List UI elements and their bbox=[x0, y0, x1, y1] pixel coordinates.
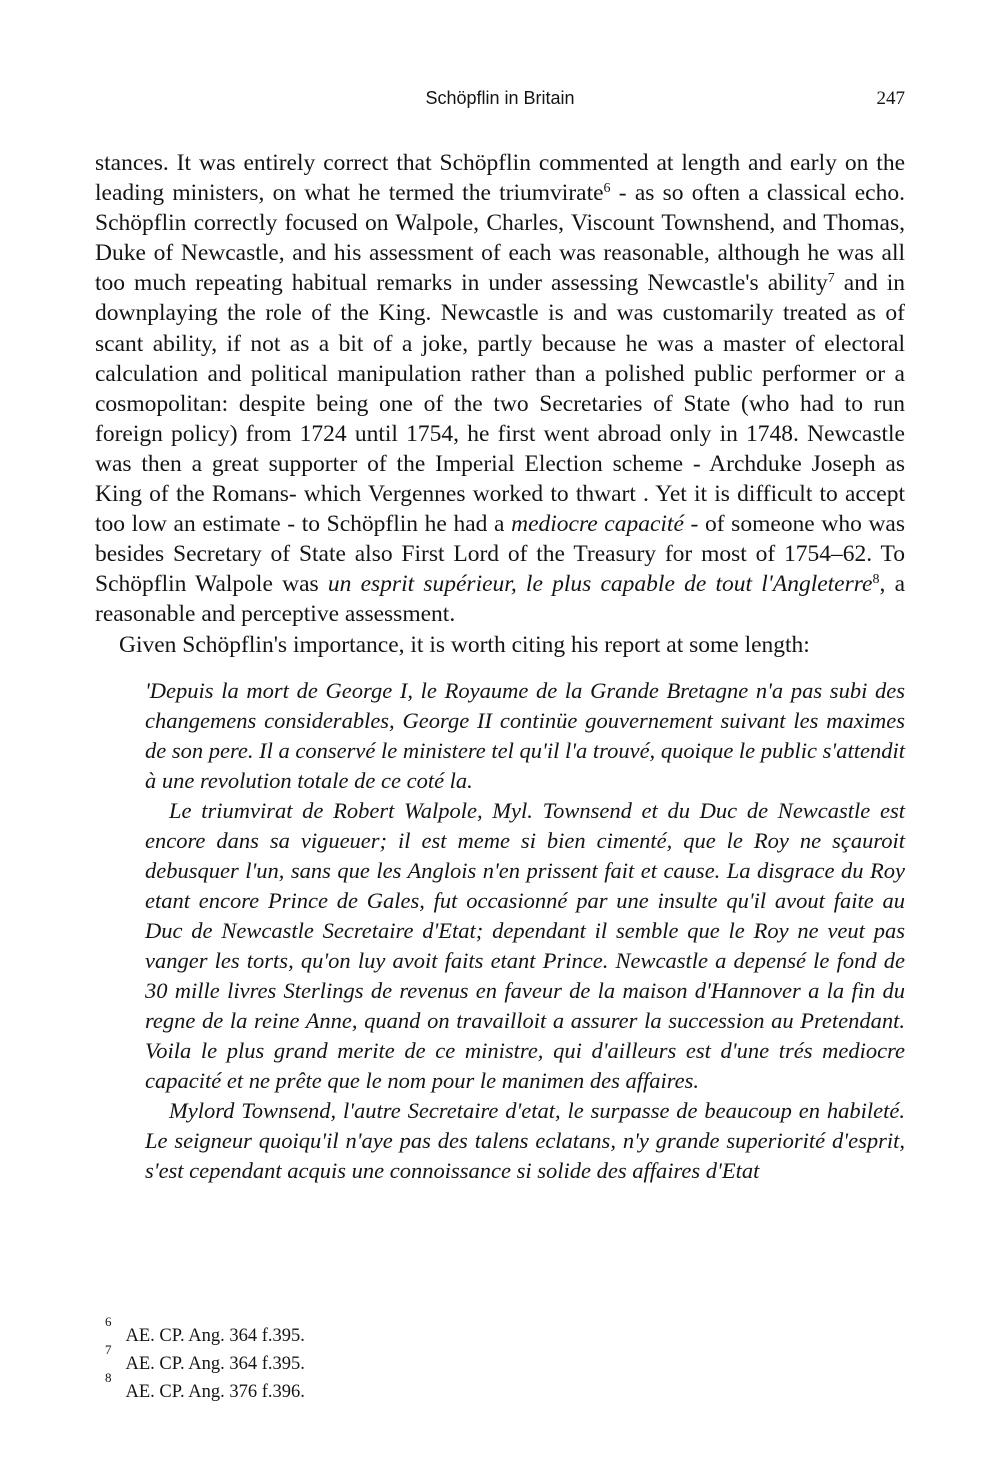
italic-quote: mediocre capacité bbox=[511, 511, 684, 538]
footnote-text: AE. CP. Ang. 364 f.395. bbox=[125, 1326, 305, 1346]
footnote-text: AE. CP. Ang. 376 f.396. bbox=[125, 1382, 305, 1402]
main-text bbox=[95, 148, 905, 1186]
paragraph-1 bbox=[95, 148, 905, 630]
paragraph-2: Given Schöpflin's importance, it is worth citing his report at some length: bbox=[119, 631, 810, 658]
text-run: and in downplaying the role of the King. Newcastle is and was customarily treated as of scant ability, if not as a bit of a joke, partly because he was a master of electoral calculation and political manipulation rather than a polished public performer or a cosmopolitan: despite being one of the two Secretaries of State (who had to run foreign policy) from 1724 until 1754, he first went abroad only in 1748. Newcastle was then a great supporter of the Imperial Election scheme - Archduke Joseph as King of the Romans- which Vergennes worked to thwart . Yet it is difficult to accept too low an estimate - to Schöpflin he had a bbox=[95, 270, 905, 538]
footnote-ref-8[interactable]: 8 bbox=[872, 572, 880, 588]
block-quote bbox=[145, 676, 905, 1186]
footnote-number: 7 bbox=[105, 1342, 112, 1357]
quote-paragraph-2: Le triumvirat de Robert Walpole, Myl. Townsend et du Duc de Newcastle est encore dans sa vigueuer; il est meme si bien cimenté, que le Roy ne sçauroit debusquer l'un, sans que les Anglois n'en prissent fait et cause. La disgrace du Roy etant encore Prince de Gales, fut occasionné par une insulte qu'il avout faite au Duc de Newcastle Secretaire d'Etat; dependant il semble que le Roy ne veut pas vanger les torts, qu'on luy avoit faits etant Prince. Newcastle a depensé le fond de 30 mille livres Sterlings de revenus en faveur de la maison d'Hannover a la fin du regne de la reine Anne, quand on travailloit a assurer la succession au Pretendant. Voila le plus grand merite de ce ministre, qui d'ailleurs est d'une trés mediocre capacité et ne prête que le nom pour le manimen des affaires. bbox=[145, 797, 905, 1093]
footnote-6 bbox=[105, 1314, 505, 1350]
quote-paragraph-1: 'Depuis la mort de George I, le Royaume de la Grande Bretagne n'a pas subi des changemens considerables, George II continüe gouvernement suivant les maximes de son pere. Il a conservé le ministere tel qu'il l'a trouvé, quoique le public s'attendit à une revolution totale de ce coté la. bbox=[145, 677, 905, 793]
running-title: Schöpflin in Britain bbox=[425, 88, 575, 108]
text-run: - of someone who was besides Secretary of State also First Lord of the Treasury for most of 1754–62. To Schöpflin Walpole was bbox=[95, 511, 905, 598]
text-run: stances. It was entirely correct that Schöpflin commented at length and early on the leading ministers, on what he termed the triumvirate bbox=[95, 150, 905, 207]
footnote-ref-6[interactable]: 6 bbox=[603, 181, 611, 197]
text-run: , a reasonable and perceptive assessment. bbox=[95, 571, 905, 628]
text-run: - as so often a classical echo. Schöpflin correctly focused on Walpole, Charles, Viscount Townshend, and Thomas, Duke of Newcastle, and his assessment of each was reasonable, although he was all too much repeating habitual remarks in under assessing Newcastle's ability bbox=[95, 180, 905, 297]
quote-paragraph-3: Mylord Townsend, l'autre Secretaire d'etat, le surpasse de beaucoup en habileté. Le seigneur quoiqu'il n'aye pas des talens eclatans, n'y grande superiorité d'esprit, s'est cependant acquis une connoissance si solide des affaires d'Etat bbox=[145, 1097, 905, 1183]
page-number: 247 bbox=[876, 88, 905, 109]
footnote-ref-7[interactable]: 7 bbox=[827, 271, 835, 287]
footnotes bbox=[105, 1314, 505, 1406]
footnote-8 bbox=[105, 1370, 505, 1406]
running-header bbox=[95, 88, 905, 116]
footnote-number: 8 bbox=[105, 1370, 112, 1385]
footnote-number: 6 bbox=[105, 1314, 112, 1329]
footnote-text: AE. CP. Ang. 364 f.395. bbox=[125, 1354, 305, 1374]
italic-quote: un esprit supérieur, le plus capable de tout l'Angleterre bbox=[327, 571, 873, 598]
footnote-7 bbox=[105, 1342, 505, 1378]
